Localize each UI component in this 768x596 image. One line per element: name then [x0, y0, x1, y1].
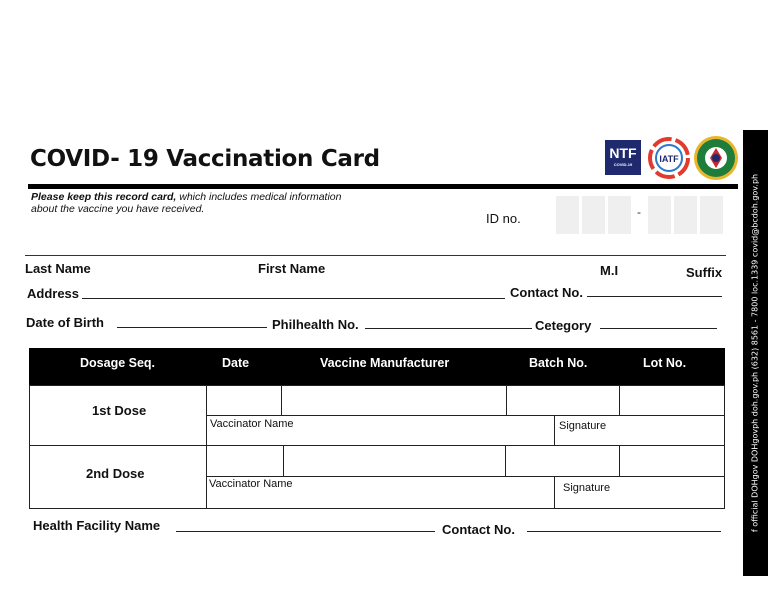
first-name-label: First Name	[258, 261, 326, 276]
record-note-rest: which includes medical information	[176, 191, 342, 203]
record-note	[31, 191, 411, 215]
signature-label: Signature	[559, 420, 607, 432]
header-divider	[28, 184, 738, 189]
contact-side-bar	[743, 130, 768, 576]
date-cell[interactable]	[206, 445, 284, 477]
category-line[interactable]	[600, 328, 717, 329]
footer-contact-no-line[interactable]	[527, 531, 721, 532]
dose-label: 2nd Dose	[86, 466, 145, 481]
side-bar-contact-text: f official DOHgov DOHgovph doh.gov.ph (632) 8561 - 7800 loc.1339 covid@bcdoh.gov.ph	[750, 173, 760, 533]
vaccinator-name-label: Vaccinator Name	[210, 418, 294, 430]
signature-label: Signature	[563, 482, 611, 494]
suffix-label: Suffix	[686, 265, 723, 280]
record-note-bold: Please keep this record card,	[31, 191, 177, 203]
footer-contact-no-label: Contact No.	[442, 522, 515, 537]
header-vaccine-manufacturer: Vaccine Manufacturer	[320, 356, 450, 370]
header-date: Date	[222, 356, 250, 370]
ntf-logo-text: NTF	[609, 145, 637, 161]
batch-no-cell[interactable]	[506, 385, 620, 416]
contact-no-line[interactable]	[587, 296, 722, 297]
id-digit-box[interactable]	[582, 196, 605, 234]
ntf-logo-subtext: COVID-19	[613, 162, 633, 167]
iatf-logo-graphic	[648, 137, 690, 179]
header-lot-no: Lot No.	[643, 356, 687, 370]
header-dosage-seq: Dosage Seq.	[80, 356, 156, 370]
id-digit-box[interactable]	[674, 196, 697, 234]
contact-no-label: Contact No.	[510, 285, 583, 300]
date-cell[interactable]	[206, 385, 282, 416]
lot-no-cell[interactable]	[619, 385, 725, 416]
id-digit-box[interactable]	[556, 196, 579, 234]
last-name-label: Last Name	[25, 261, 91, 276]
category-label: Cetegory	[535, 318, 592, 333]
card-title: COVID- 19 Vaccination Card	[30, 146, 380, 172]
health-facility-label: Health Facility Name	[33, 518, 161, 533]
vaccine-manufacturer-cell[interactable]	[283, 445, 506, 477]
lot-no-cell[interactable]	[619, 445, 725, 477]
iatf-logo	[648, 137, 690, 179]
section-divider	[25, 255, 726, 256]
id-digit-box[interactable]	[648, 196, 671, 234]
philhealth-label: Philhealth No.	[272, 317, 359, 332]
address-label: Address	[27, 286, 80, 301]
vaccine-manufacturer-cell[interactable]	[281, 385, 507, 416]
id-digit-box[interactable]	[608, 196, 631, 234]
dose-label: 1st Dose	[92, 403, 147, 418]
vaccinator-name-label: Vaccinator Name	[209, 478, 293, 490]
header-batch-no: Batch No.	[529, 356, 588, 370]
philhealth-line[interactable]	[365, 328, 532, 329]
ntf-logo	[605, 140, 641, 175]
record-note-line2: about the vaccine you have received.	[31, 203, 205, 215]
health-facility-line[interactable]	[176, 531, 435, 532]
id-dash: -	[637, 205, 641, 219]
doh-seal-logo	[693, 135, 739, 181]
id-label: ID no.	[486, 211, 521, 226]
date-of-birth-label: Date of Birth	[26, 315, 104, 330]
address-line[interactable]	[82, 298, 505, 299]
batch-no-cell[interactable]	[505, 445, 620, 477]
id-digit-box[interactable]	[700, 196, 723, 234]
doh-seal-graphic	[693, 135, 739, 181]
middle-initial-label: M.I	[600, 263, 619, 278]
iatf-logo-text: IATF	[659, 154, 679, 164]
date-of-birth-line[interactable]	[117, 327, 267, 328]
